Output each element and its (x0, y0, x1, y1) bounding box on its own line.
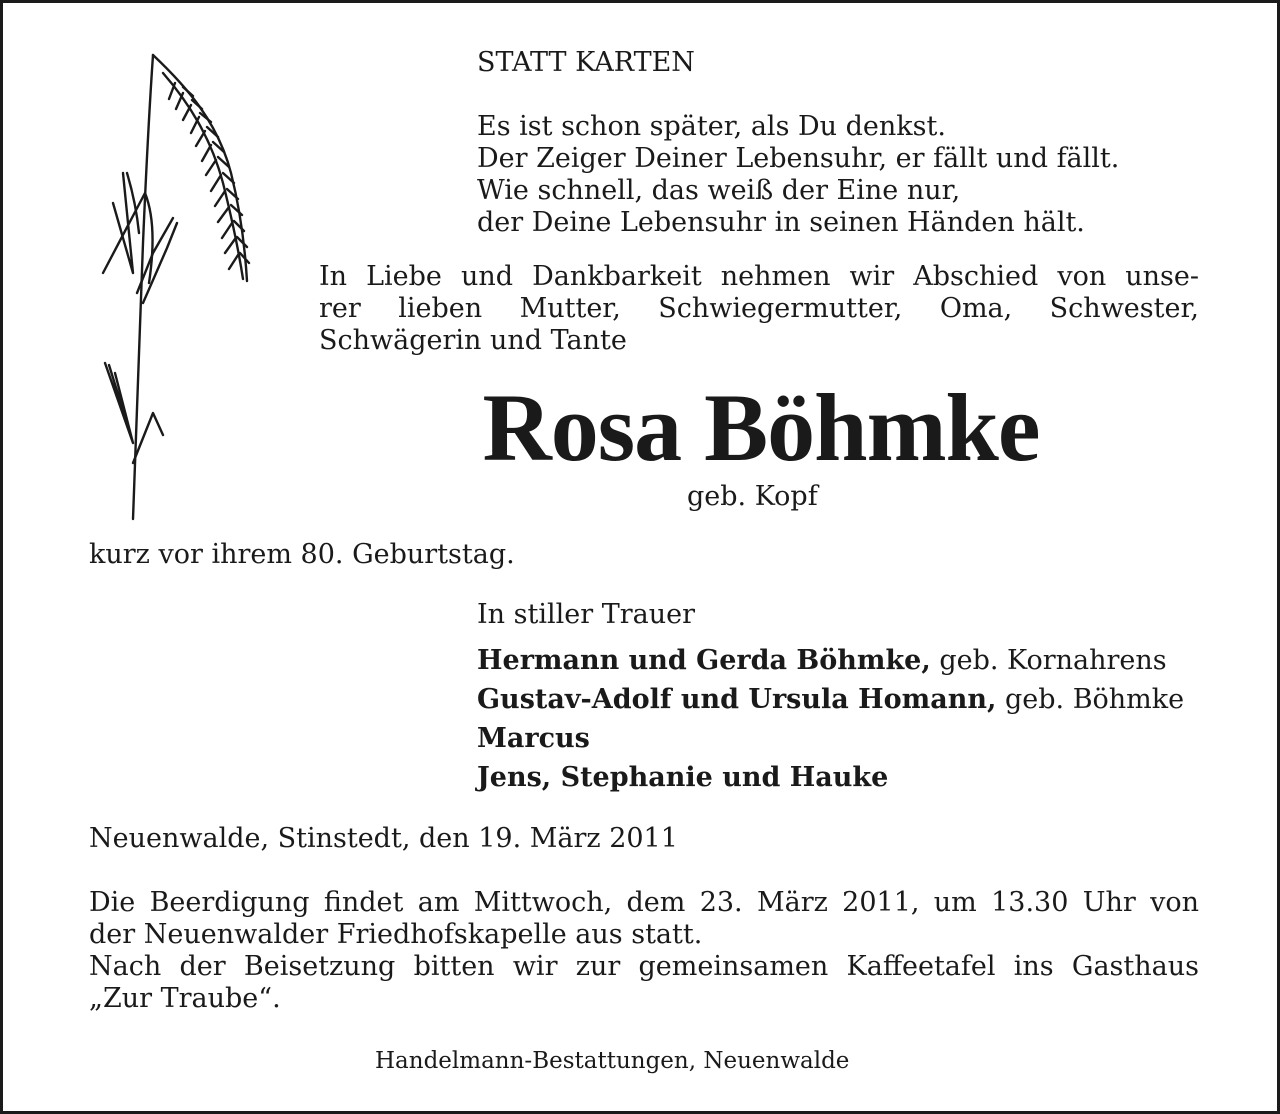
mourner-entry (477, 762, 1184, 801)
mourning-heading: In stiller Trauer (477, 599, 696, 630)
intro-line: rer lieben Mutter, Schwiegermutter, Oma, Schwester, (319, 293, 1199, 324)
mourner-names: Jens, Stephanie und Hauke (477, 762, 889, 793)
farewell-intro (319, 261, 1199, 357)
intro-line: In Liebe und Dankbarkeit nehmen wir Abschied von unse- (319, 261, 1199, 292)
poem-line: der Deine Lebensuhr in seinen Händen hält. (477, 207, 1085, 238)
mourner-names: Hermann und Gerda Böhmke, (477, 645, 931, 676)
mourner-note: geb. Kornahrens (930, 645, 1167, 676)
poem (477, 111, 1119, 239)
funeral-details (89, 887, 1199, 1015)
notice-heading: STATT KARTEN (477, 47, 695, 78)
mourner-names: Marcus (477, 723, 590, 754)
maiden-name: geb. Kopf (687, 481, 818, 512)
mourner-note: geb. Böhmke (996, 684, 1185, 715)
poem-line: Es ist schon später, als Du denkst. (477, 111, 946, 142)
poem-line: Wie schnell, das weiß der Eine nur, (477, 175, 961, 206)
funeral-line: Die Beerdigung findet am Mittwoch, dem 23. März 2011, um 13.30 Uhr von (89, 887, 1199, 918)
poem-line: Der Zeiger Deiner Lebensuhr, er fällt und fällt. (477, 143, 1120, 174)
mourner-entry (477, 723, 1184, 762)
intro-line: Schwägerin und Tante (319, 325, 627, 356)
funeral-line: „Zur Traube“. (89, 983, 281, 1014)
funeral-line: Nach der Beisetzung bitten wir zur gemeinsamen Kaffeetafel ins Gasthaus (89, 951, 1199, 982)
funeral-line: der Neuenwalder Friedhofskapelle aus statt. (89, 919, 703, 950)
mourner-entry (477, 684, 1184, 723)
mourners-list (477, 645, 1184, 801)
deceased-name: Rosa Böhmke (482, 374, 1040, 481)
mourner-entry (477, 645, 1184, 684)
place-date: Neuenwalde, Stinstedt, den 19. März 2011 (89, 823, 678, 854)
undertaker: Handelmann-Bestattungen, Neuenwalde (375, 1048, 850, 1074)
age-note: kurz vor ihrem 80. Geburtstag. (89, 539, 515, 570)
mourner-names: Gustav-Adolf und Ursula Homann, (477, 684, 997, 715)
